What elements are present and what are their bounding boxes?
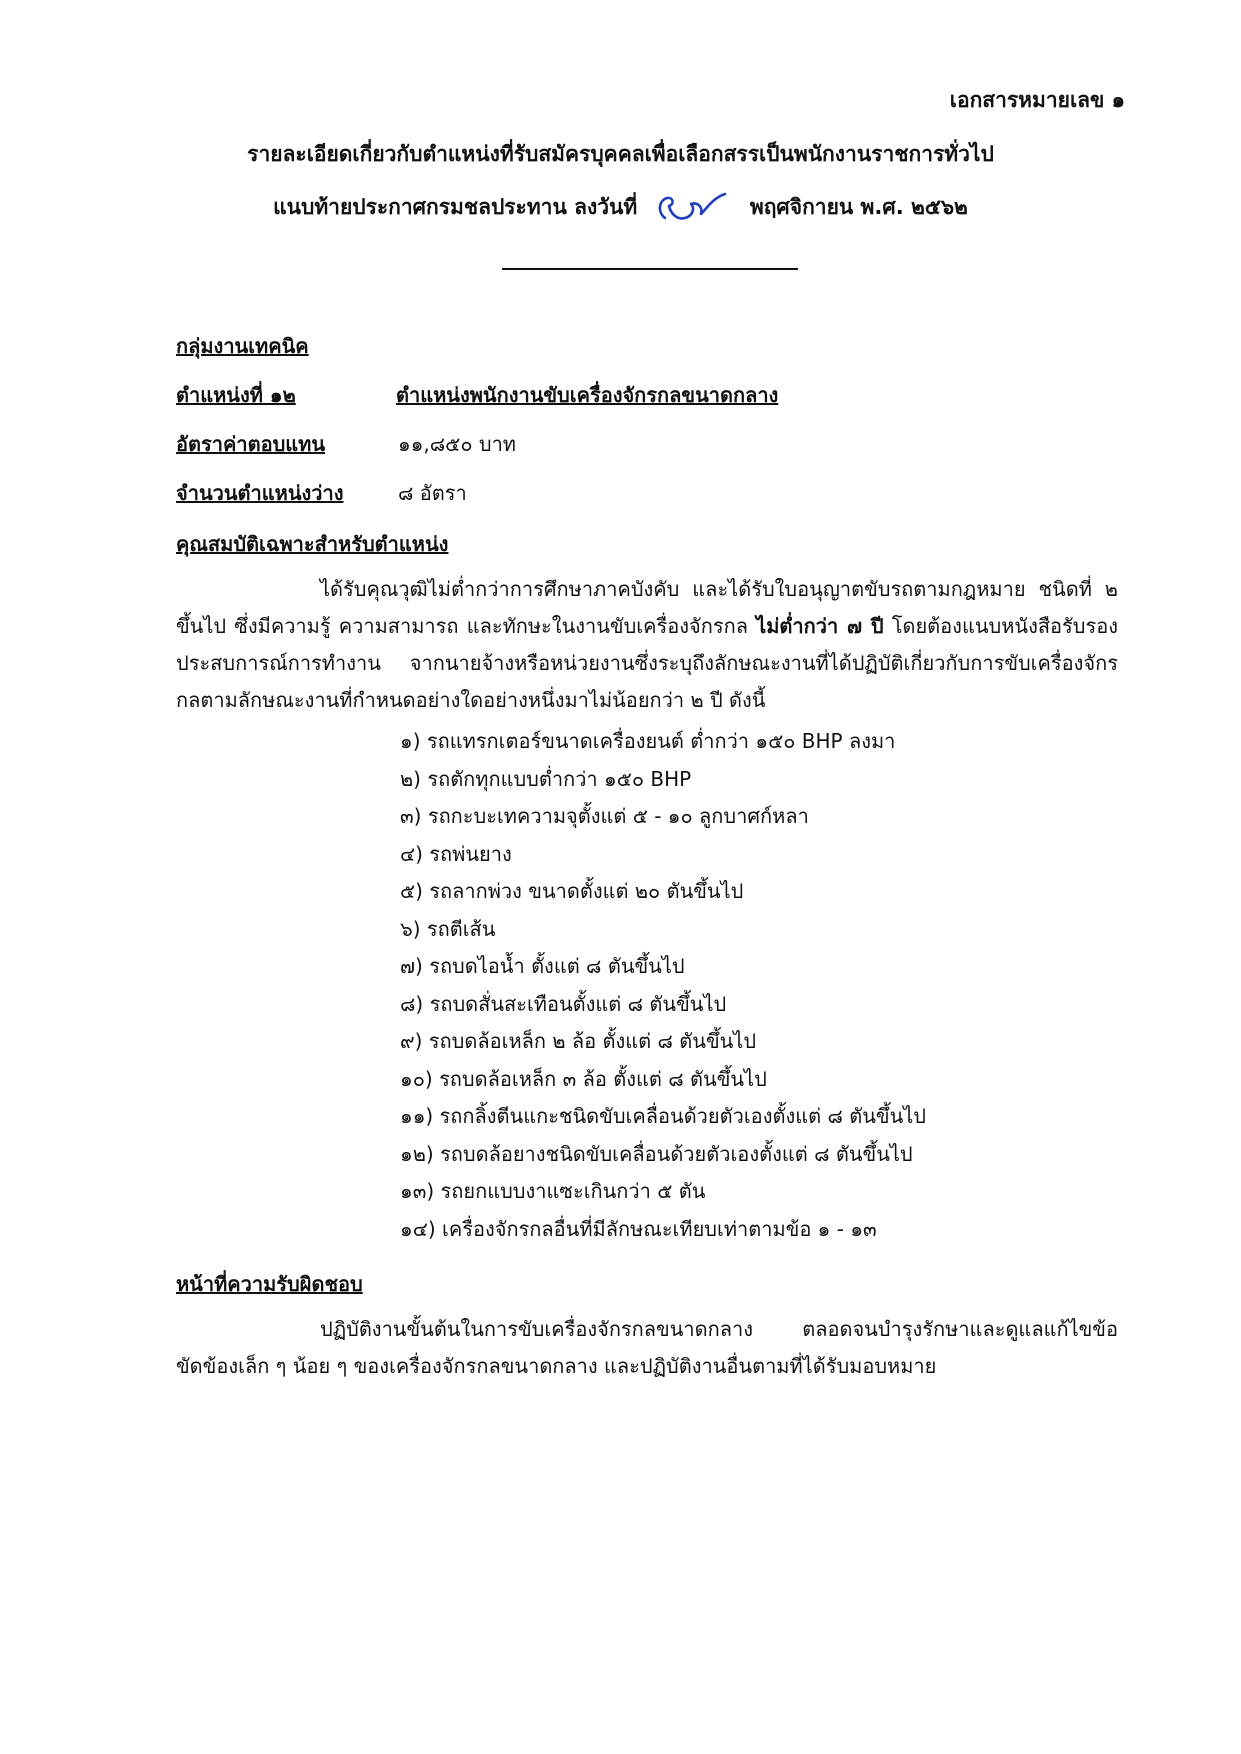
qualifications-intro-part2: โดยต้องแนบหนังสือรับรองประสบการณ์การทำงาน จากนายจ้างหรือหน่วยงานซึ่งระบุถึงลักษณะงานที่ได้ปฏิบัติเกี่ยวกับการขับเครื่องจักรกลตามลักษณะงานที่กำหนดอย่างใดอย่างหนึ่งมาไม่น้อยกว่า ๒ ปี ดังนี้ bbox=[176, 614, 1119, 712]
salary-label: อัตราค่าตอบแทน bbox=[176, 432, 326, 456]
announcement-suffix: พฤศจิกายน พ.ศ. ๒๕๖๒ bbox=[749, 195, 968, 219]
list-item: ๑๔) เครื่องจักรกลอื่นที่มีลักษณะเทียบเท่าตามข้อ ๑ - ๑๓ bbox=[400, 1216, 877, 1241]
group-label: กลุ่มงานเทคนิค bbox=[176, 334, 309, 358]
qualifications-intro-bold: ไม่ต่ำกว่า ๗ ปี bbox=[756, 614, 884, 638]
title-divider bbox=[502, 268, 798, 270]
list-item: ๑๑) รถกลิ้งตีนแกะชนิดขับเคลื่อนด้วยตัวเองตั้งแต่ ๘ ตันขึ้นไป bbox=[400, 1104, 926, 1128]
qualifications-intro bbox=[176, 571, 1118, 719]
list-item: ๕) รถลากพ่วง ขนาดตั้งแต่ ๒๐ ตันขึ้นไป bbox=[400, 879, 744, 903]
position-name: ตำแหน่งพนักงานขับเครื่องจักรกลขนาดกลาง bbox=[396, 383, 779, 407]
document-title: รายละเอียดเกี่ยวกับตำแหน่งที่รับสมัครบุคคลเพื่อเลือกสรรเป็นพนักงานราชการทั่วไป bbox=[247, 142, 994, 166]
announcement-prefix: แนบท้ายประกาศกรมชลประทาน ลงวันที่ bbox=[273, 195, 638, 219]
salary-value: ๑๑,๘๕๐ บาท bbox=[398, 432, 516, 456]
duties-text: ปฏิบัติงานขั้นต้นในการขับเครื่องจักรกลขนาดกลาง ตลอดจนบำรุงรักษาและดูแลแก้ไขข้อขัดข้องเล็ก ๆ น้อย ๆ ของเครื่องจักรกลขนาดกลาง และปฏิบัติงานอื่นตามที่ได้รับมอบหมาย bbox=[176, 1317, 1118, 1378]
list-item: ๑๐) รถบดล้อเหล็ก ๓ ล้อ ตั้งแต่ ๘ ตันขึ้นไป bbox=[400, 1066, 767, 1091]
list-item: ๔) รถพ่นยาง bbox=[400, 841, 512, 866]
list-item: ๓) รถกะบะเทความจุตั้งแต่ ๕ - ๑๐ ลูกบาศก์หลา bbox=[400, 804, 809, 828]
duties-heading: หน้าที่ความรับผิดชอบ bbox=[176, 1272, 363, 1296]
vacancy-label: จำนวนตำแหน่งว่าง bbox=[176, 481, 344, 505]
position-label: ตำแหน่งที่ ๑๒ bbox=[176, 383, 296, 407]
list-item: ๖) รถตีเส้น bbox=[400, 916, 496, 941]
list-item: ๗) รถบดไอน้ำ ตั้งแต่ ๘ ตันขึ้นไป bbox=[400, 954, 685, 978]
list-item: ๘) รถบดสั่นสะเทือนตั้งแต่ ๘ ตันขึ้นไป bbox=[400, 991, 727, 1016]
machinery-list bbox=[400, 723, 926, 1248]
qualifications-heading: คุณสมบัติเฉพาะสำหรับตำแหน่ง bbox=[176, 532, 449, 556]
list-item: ๒) รถตักทุกแบบต่ำกว่า ๑๕๐ BHP bbox=[400, 766, 692, 791]
list-item: ๑๒) รถบดล้อยางชนิดขับเคลื่อนด้วยตัวเองตั้งแต่ ๘ ตันขึ้นไป bbox=[400, 1141, 913, 1166]
list-item: ๑๓) รถยกแบบงาแซะเกินกว่า ๕ ตัน bbox=[400, 1179, 706, 1203]
handwritten-date bbox=[651, 188, 737, 228]
announcement-date-line bbox=[0, 188, 1241, 228]
qualifications-intro-part1: ได้รับคุณวุฒิไม่ต่ำกว่าการศึกษาภาคบังคับ และได้รับใบอนุญาตขับรถตามกฎหมาย ชนิดที่ ๒ ขึ้นไป ซึ่งมีความรู้ ความสามารถ และทักษะในงานขับเครื่องจักรกล bbox=[176, 577, 1118, 638]
list-item: ๙) รถบดล้อเหล็ก ๒ ล้อ ตั้งแต่ ๘ ตันขึ้นไป bbox=[400, 1029, 757, 1053]
list-item: ๑) รถแทรกเตอร์ขนาดเครื่องยนต์ ต่ำกว่า ๑๕๐ BHP ลงมา bbox=[400, 729, 896, 753]
vacancy-value: ๘ อัตรา bbox=[398, 481, 467, 505]
document-number: เอกสารหมายเลข ๑ bbox=[949, 88, 1125, 112]
